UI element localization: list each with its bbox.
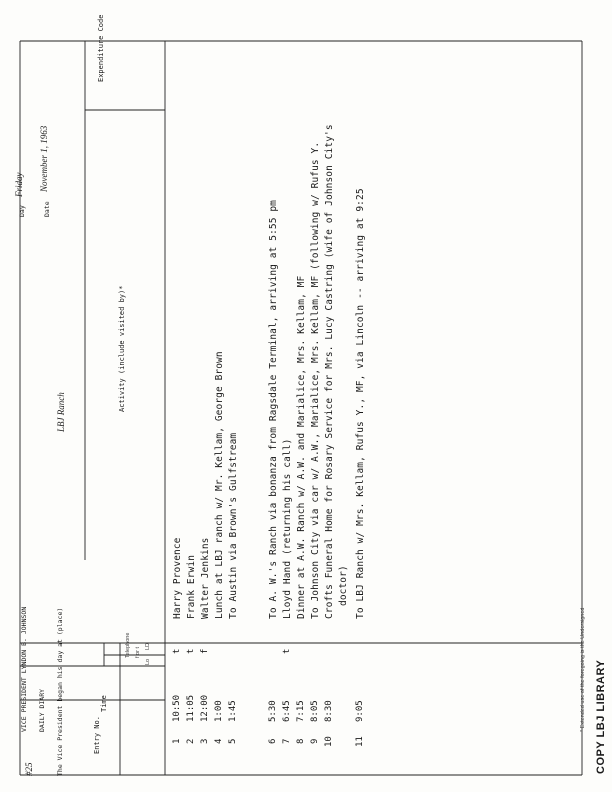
entry-number: 4	[214, 738, 224, 744]
day-label: Day	[18, 205, 26, 217]
entry-number: 5	[228, 738, 238, 744]
entry-time: 7:15	[296, 700, 306, 722]
entry-telephone: f	[200, 648, 210, 654]
entry-number: 8	[296, 738, 306, 744]
f-or-t-header: f or t	[135, 646, 141, 658]
day-value: Friday	[14, 172, 24, 197]
entry-time: 1:45	[228, 700, 238, 722]
entry-number: 2	[186, 738, 196, 744]
expenditure-header: Expenditure Code	[97, 14, 105, 82]
entry-number: 6	[268, 738, 278, 744]
footer-note: * Extended use of the foregoing is the Undersigned	[580, 607, 586, 732]
entry-activity: To A. W.'s Ranch via bonanza from Ragsdale Terminal, arriving at 5:55 pm	[268, 199, 279, 619]
entry-time: 9:05	[355, 700, 365, 722]
entry-telephone: t	[282, 648, 292, 654]
entry-time: 6:45	[282, 700, 292, 722]
entry-time: 1:00	[214, 700, 224, 722]
entry-activity: To Austin via Brown's Gulfstream	[228, 432, 239, 619]
activity-header: Activity (include visited by)*	[118, 285, 126, 412]
entry-activity: Harry Provence	[172, 537, 183, 619]
entry-activity: Lunch at LBJ ranch w/ Mr. Kellam, George Brown	[214, 351, 225, 619]
entry-time: 10:50	[172, 694, 182, 722]
entry-number: 10	[324, 736, 334, 747]
entry-number: 1	[172, 738, 182, 744]
entry-activity: doctor)	[338, 565, 349, 606]
lo-header: Lo	[145, 658, 151, 665]
time-header: Time	[100, 695, 108, 712]
entry-number: 9	[310, 738, 320, 744]
date-label: Date	[43, 201, 51, 217]
entry-time: 8:05	[310, 700, 320, 722]
entry-telephone: t	[186, 648, 196, 654]
entry-header: Entry No.	[93, 716, 101, 754]
entry-activity: Dinner at A.W. Ranch w/ A.W. and Marialice, Mrs. Kellam, MF	[296, 275, 307, 619]
form-subtitle: DAILY DIARY	[38, 688, 46, 732]
date-value: November 1, 1963	[39, 125, 49, 192]
telephone-header: Telephone	[125, 632, 131, 658]
entry-time: 12:00	[200, 694, 210, 722]
entry-time: 8:30	[324, 700, 334, 722]
library-stamp: COPY LBJ LIBRARY	[595, 659, 607, 774]
entry-activity: Lloyd Hand (returning his call)	[282, 438, 293, 619]
entry-telephone: t	[172, 648, 182, 654]
entry-activity: To Johnson City via car w/ A.W., Marialice, Mrs. Kellam, MF (following w/ Rufus Y.	[310, 141, 321, 619]
entry-activity: Frank Erwin	[186, 554, 197, 619]
entry-activity: Crofts Funeral Home for Rosary Service for Mrs. Lucy Castring (wife of Johnson City's	[324, 124, 335, 619]
began-label: The Vice President began his day at (place)	[56, 607, 64, 776]
entry-number: 3	[200, 738, 210, 744]
ld-header: LD	[145, 642, 151, 650]
entry-time: 5:30	[268, 700, 278, 722]
entry-number: 11	[355, 736, 365, 747]
entry-activity: To LBJ Ranch w/ Mrs. Kellam, Rufus Y., MF, via Lincoln -- arriving at 9:25	[355, 188, 366, 619]
entry-time: 11:05	[186, 694, 196, 722]
entry-activity: Walter Jenkins	[200, 537, 211, 619]
entry-number: 7	[282, 738, 292, 744]
form-title: VICE PRESIDENT LYNDON B. JOHNSON	[20, 606, 28, 732]
corner-mark: #25	[24, 762, 34, 776]
place-value: LBJ Ranch	[56, 392, 66, 432]
